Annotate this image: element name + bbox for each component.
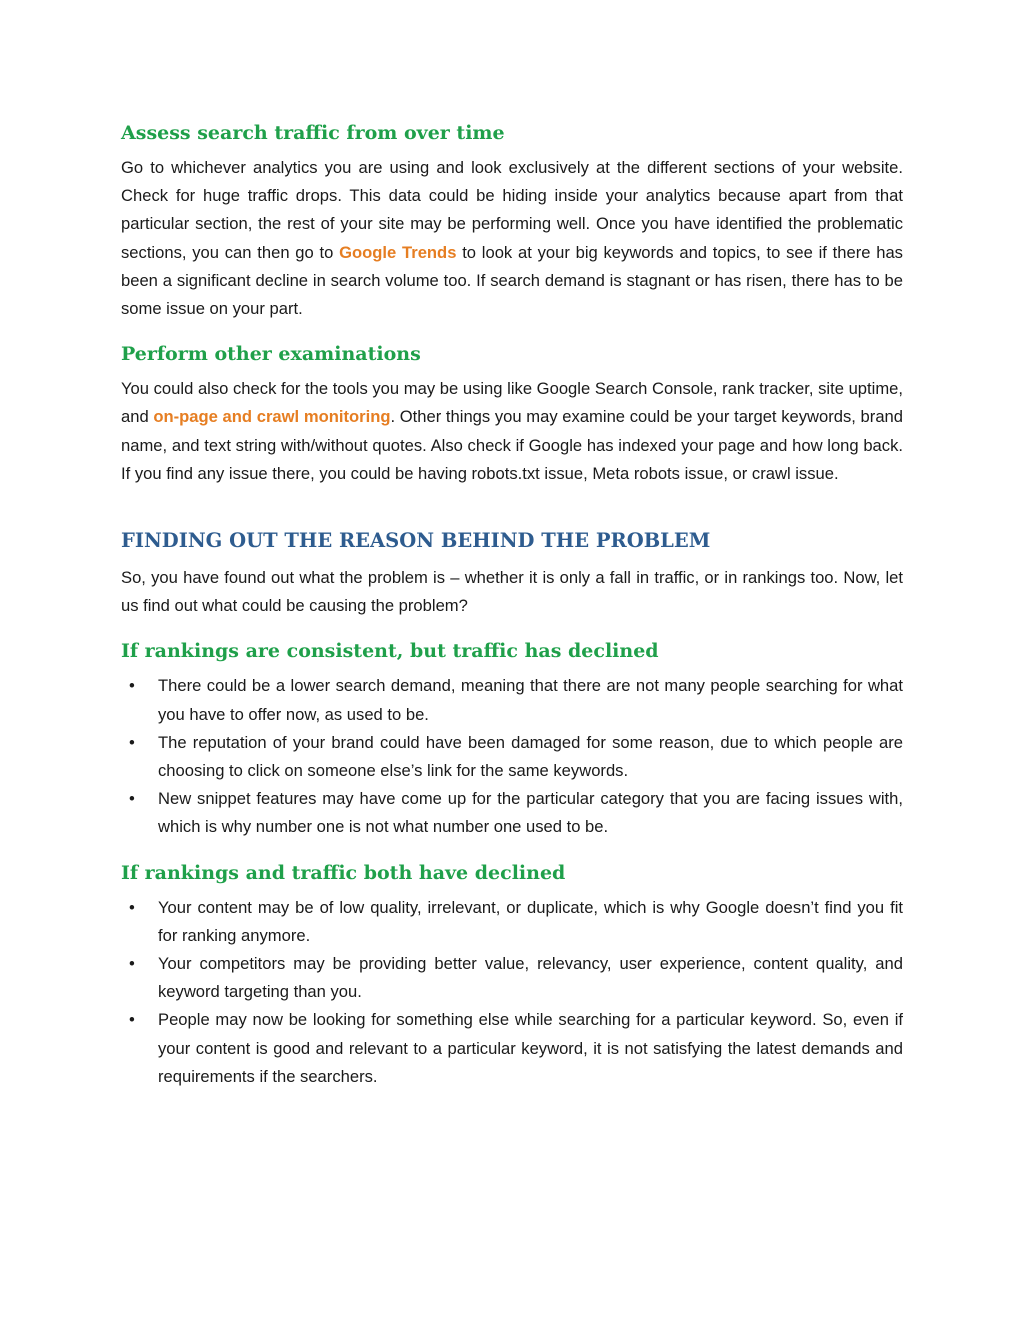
document-page xyxy=(121,118,903,1107)
bullet-icon: • xyxy=(129,954,135,974)
bullet-icon: • xyxy=(129,789,135,809)
section-heading: If rankings are consistent, but traffic has declined xyxy=(121,640,659,663)
bullet-icon: • xyxy=(129,1010,135,1030)
bullet-list xyxy=(121,894,903,1091)
section-finding-reason xyxy=(121,526,903,620)
section-heading: If rankings and traffic both have declined xyxy=(121,861,566,884)
list-item: • There could be a lower search demand, meaning that there are not many people searching for what you have to offer now, as used to be. xyxy=(121,672,903,728)
section-paragraph: You could also check for the tools you may be using like Google Search Console, rank tracker, site uptime, and on-page and crawl monitoring. Other things you may examine could be your target keywords, brand name, and text string with/without quotes. Also check if Google has indexed your page and how long back. If you find any issue there, you could be having robots.txt issue, Meta robots issue, or crawl issue. xyxy=(121,379,904,483)
section-paragraph: So, you have found out what the problem is – whether it is only a fall in traffic, or in rankings too. Now, let us find out what could be causing the problem? xyxy=(121,568,903,616)
section-assess-traffic xyxy=(121,118,903,323)
list-item: • The reputation of your brand could have been damaged for some reason, due to which people are choosing to click on someone else’s link for the same keywords. xyxy=(121,729,903,785)
list-item: • Your content may be of low quality, irrelevant, or duplicate, which is why Google doesn’t find you fit for ranking anymore. xyxy=(121,894,903,950)
section-both-declined xyxy=(121,858,903,1091)
section-paragraph: Go to whichever analytics you are using and look exclusively at the different sections of your website. Check for huge traffic drops. This data could be hiding inside your analytics because apart from that particular section, the rest of your site may be performing well. Once you have identified the problematic sections, you can then go to Google Trends to look at your big keywords and topics, to see if there has been a significant decline in search volume too. If search demand is stagnant or has risen, there has to be some issue on your part. xyxy=(121,158,903,319)
crawl-monitoring-link[interactable]: on-page and crawl monitoring xyxy=(153,407,391,427)
section-other-examinations xyxy=(121,339,903,488)
list-item: • Your competitors may be providing better value, relevancy, user experience, content quality, and keyword targeting than you. xyxy=(121,950,903,1006)
section-traffic-declined xyxy=(121,636,903,841)
list-item: • New snippet features may have come up for the particular category that you are facing issues with, which is why number one is not what number one used to be. xyxy=(121,785,903,841)
section-heading: Perform other examinations xyxy=(121,343,421,366)
google-trends-link[interactable]: Google Trends xyxy=(339,242,457,262)
major-heading: FINDING OUT THE REASON BEHIND THE PROBLEM xyxy=(121,529,711,553)
bullet-list xyxy=(121,672,903,841)
bullet-icon: • xyxy=(129,897,135,917)
section-heading: Assess search traffic from over time xyxy=(121,122,505,144)
bullet-icon: • xyxy=(129,732,135,752)
bullet-icon: • xyxy=(129,676,135,696)
list-item: • People may now be looking for something else while searching for a particular keyword. So, even if your content is good and relevant to a particular keyword, it is not satisfying the latest demands and requirements if the searchers. xyxy=(121,1006,903,1091)
